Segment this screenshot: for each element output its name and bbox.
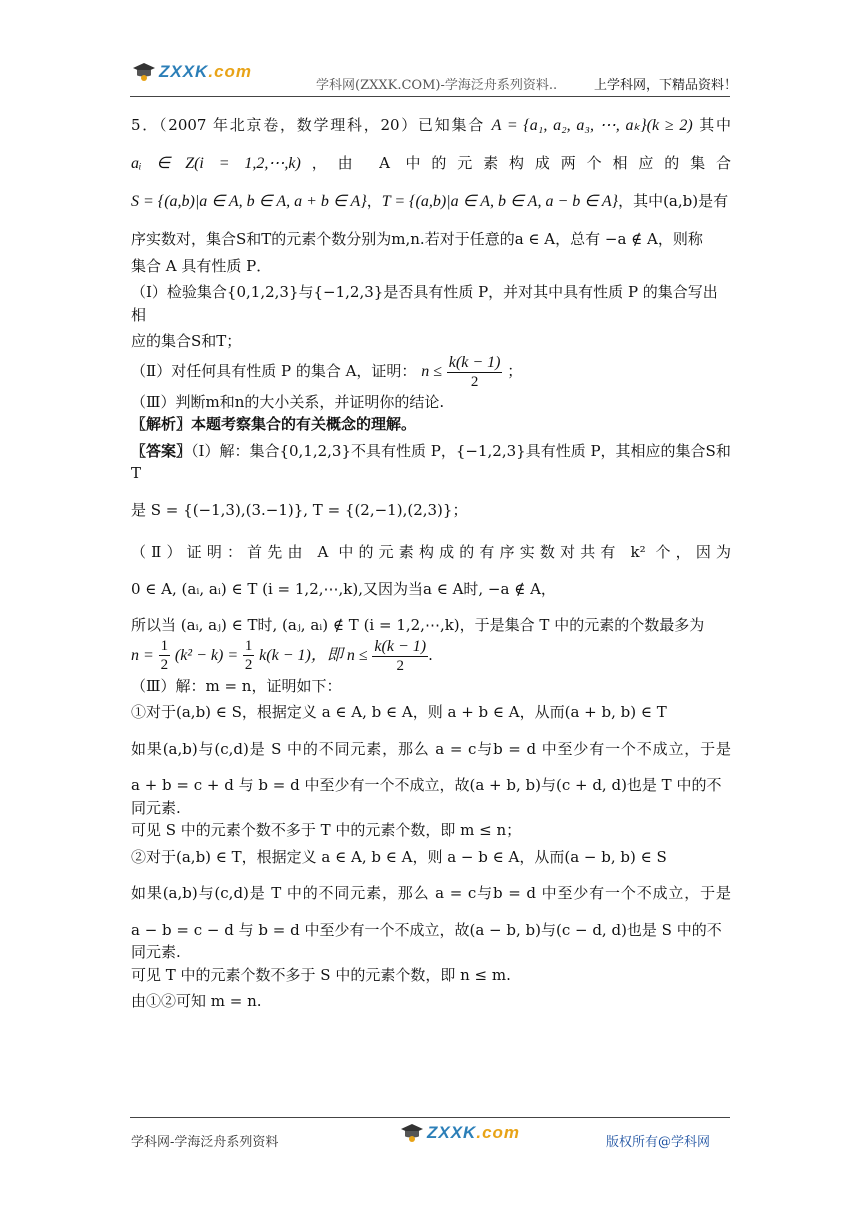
part-2: （Ⅱ）对任何具有性质 P 的集合 A，证明： n ≤ $\frac{k(k - 1)}{2}$ ；: [131, 353, 523, 390]
answer-part-2-line-3: 所以当 (aᵢ, aⱼ) ∈ T时, (aⱼ, aᵢ) ∉ T (i = 1,2,⋯,k)，于是集合 T 中的元素的个数最多为: [131, 616, 705, 635]
footer-logo-text: ZXXK: [427, 1123, 477, 1142]
part-1-line-2: 应的集合S和T；: [131, 332, 242, 350]
answer-t-3: a − b = c − d 与 b = d 中至少有一个不成立，故(a − b, b)与(c − d, d)也是 S 中的不同元素.: [131, 920, 722, 962]
answer-t-2: 如果(a,b)与(c,d)是 T 中的不同元素，那么 a = c与b = d 中至少有一个不成立，于是: [131, 884, 731, 903]
footer-copyright: 版权所有@学科网: [606, 1135, 711, 1150]
answer-conclusion: 由①②可知 m = n.: [131, 992, 262, 1011]
answer-part-1-line-1: 〖答案〗（Ⅰ）解：集合{0,1,2,3}不具有性质 P，{−1,2,3}具有性质 P，其相应的集合S和T: [131, 441, 731, 483]
graduation-cap-icon: [132, 60, 156, 84]
problem-line-5: 集合 A 具有性质 P．: [131, 256, 272, 275]
answer-s-4: 可见 S 中的元素个数不多于 T 中的元素个数，即 m ≤ n；: [131, 821, 522, 840]
answer-part-2-line-1: （Ⅱ）证明：首先由 A 中的元素构成的有序实数对共有 k² 个，因为: [131, 543, 731, 562]
problem-line-2: aᵢ ∈ Z(i = 1,2,⋯,k)，由 A 中的元素构成两个相应的集合: [131, 154, 731, 172]
analysis-label: 〖解析〗本题考察集合的有关概念的理解。: [131, 415, 417, 434]
header-center-text: 学科网(ZXXK.COM)-学海泛舟系列资料..: [316, 78, 558, 93]
part-1-line-1: （Ⅰ）检验集合{0,1,2,3}与{−1,2,3}是否具有性质 P，并对其中具有性质 P 的集合写出相: [131, 283, 718, 324]
footer-logo-suffix: .com: [476, 1123, 521, 1142]
answer-part-3-head: （Ⅲ）解：m = n，证明如下：: [131, 676, 342, 695]
logo-suffix: .com: [208, 62, 253, 81]
problem-line-1: 5．（2007 年北京卷，数学理科，20）已知集合 A = {a₁, a₂, a₃, ⋯, aₖ}(k ≥ 2) 其中: [131, 116, 731, 134]
problem-line-3: S = {(a,b)|a ∈ A, b ∈ A, a + b ∈ A}，T = {(a,b)|a ∈ A, b ∈ A, a − b ∈ A}，其中(a,b)是有: [131, 192, 729, 210]
page-header: [0, 0, 860, 100]
problem-line-4: 序实数对，集合S和T的元素个数分别为m,n.若对于任意的a ∈ A，总有 −a ∉ A，则称: [131, 230, 703, 248]
header-slogan: 上学科网，下精品资料！: [594, 78, 738, 93]
logo-text: ZXXK: [159, 62, 209, 81]
footer-divider: [130, 1117, 730, 1118]
site-logo: [132, 60, 252, 84]
answer-part-1-line-2: 是 S = {(−1,3),(3.−1)}, T = {(2,−1),(2,3)}；: [131, 500, 468, 519]
answer-t-4: 可见 T 中的元素个数不多于 S 中的元素个数，即 n ≤ m.: [131, 965, 511, 984]
answer-s-1: ①对于(a,b) ∈ S，根据定义 a ∈ A, b ∈ A，则 a + b ∈ A，从而(a + b, b) ∈ T: [131, 703, 667, 722]
part-3: （Ⅲ）判断m和n的大小关系，并证明你的结论.: [131, 392, 445, 411]
answer-t-1: ②对于(a,b) ∈ T，根据定义 a ∈ A, b ∈ A，则 a − b ∈ A，从而(a − b, b) ∈ S: [131, 847, 667, 866]
graduation-cap-icon: [400, 1121, 424, 1145]
footer-left-text: 学科网-学海泛舟系列资料: [131, 1135, 279, 1150]
answer-part-2-line-2: 0 ∈ A, (aᵢ, aᵢ) ∈ T (i = 1,2,⋯,k),又因为当a ∈ A时, −a ∉ A，: [131, 579, 556, 598]
answer-part-2-line-4: n = $\frac{1}{2}$ (k² − k) = $\frac{1}{2}$ k(k − 1)，即 n ≤ $\frac{k(k - 1)}{2}$ .: [131, 637, 433, 674]
header-divider: [130, 96, 730, 97]
document-body: [131, 110, 731, 1013]
answer-s-2: 如果(a,b)与(c,d)是 S 中的不同元素，那么 a = c与b = d 中至少有一个不成立，于是: [131, 739, 731, 758]
answer-s-3: a + b = c + d 与 b = d 中至少有一个不成立，故(a + b, b)与(c + d, d)也是 T 中的不同元素.: [131, 776, 722, 817]
footer-logo: [400, 1121, 520, 1145]
